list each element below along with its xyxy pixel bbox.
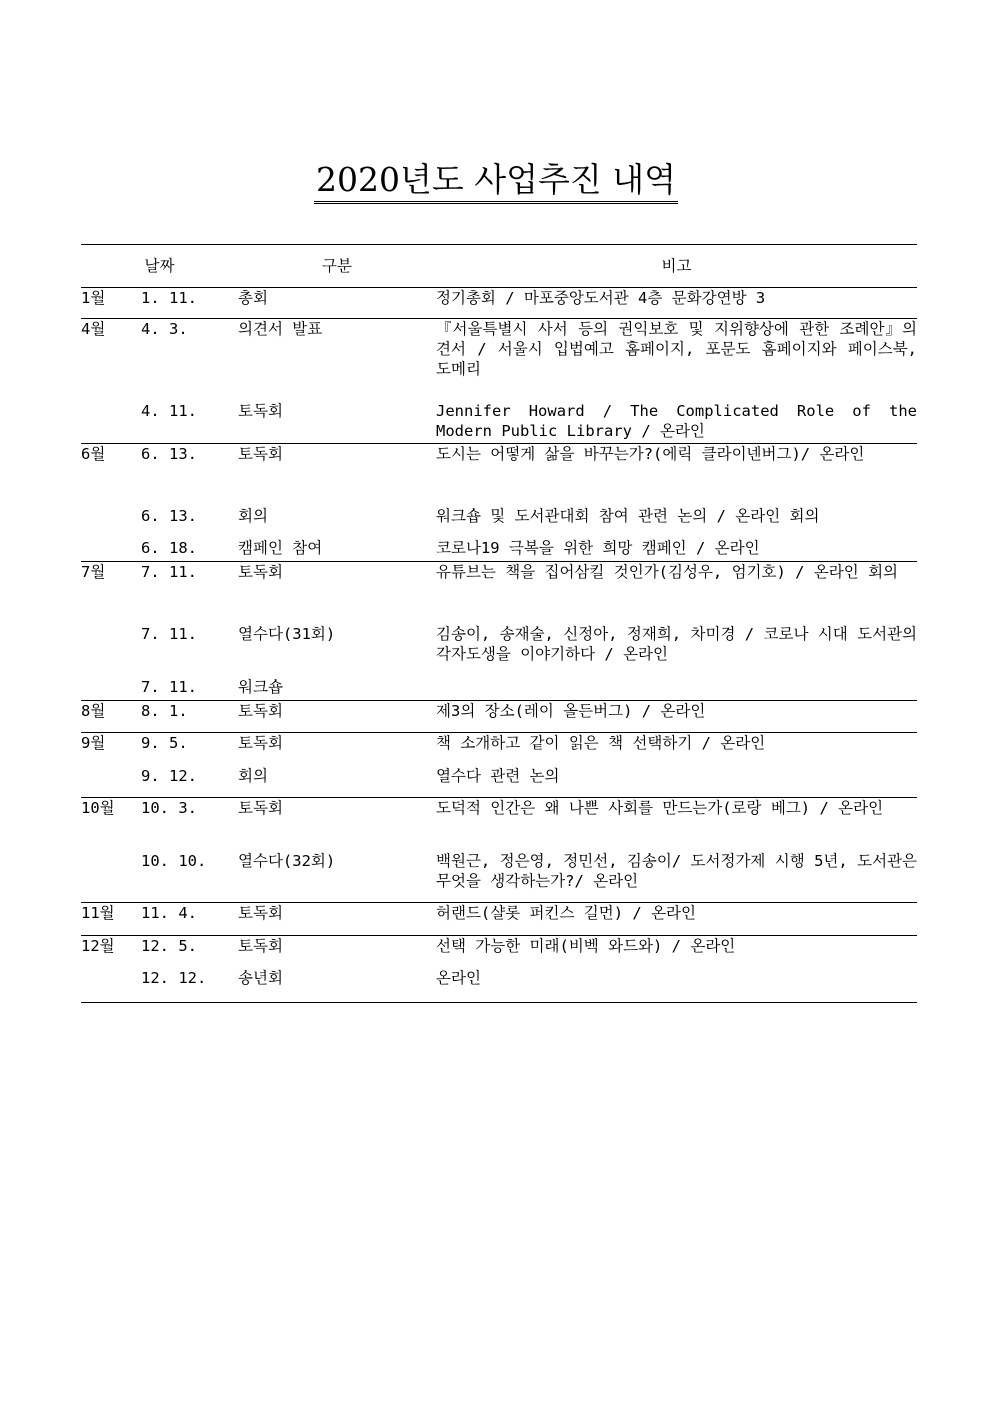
row-note: 제3의 장소(레이 올든버그) / 온라인 xyxy=(436,701,917,733)
row-note: 정기총회 / 마포중앙도서관 4층 문화강연방 3 xyxy=(436,288,917,319)
row-note: Jennifer Howard / The Complicated Role of the Modern Public Library / 온라인 xyxy=(436,401,918,440)
row-note: 허랜드(샬롯 퍼킨스 길먼) / 온라인 xyxy=(436,903,917,936)
row-date: 9. 5. xyxy=(141,733,238,766)
row-date: 7. 11. xyxy=(141,562,238,624)
row-note: 김송이, 송재술, 신정아, 정재희, 차미경 / 코로나 시대 도서관의 각자도생을 이야기하다 / 온라인 xyxy=(436,624,918,663)
row-note: 도시는 어떻게 삶을 바꾸는가?(에릭 클라이넨버그)/ 온라인 xyxy=(436,444,917,506)
table-row xyxy=(81,562,917,624)
row-month xyxy=(81,506,141,538)
row-date: 9. 12. xyxy=(141,766,197,785)
row-month xyxy=(81,968,141,1003)
row-type: 캠페인 참여 xyxy=(238,538,323,557)
row-type: 토독회 xyxy=(238,903,436,936)
row-month: 6월 xyxy=(81,444,141,506)
row-type: 토독회 xyxy=(238,562,436,624)
row-note: 코로나19 극복을 위한 희망 캠페인 / 온라인 xyxy=(436,538,760,557)
row-date: 1. 11. xyxy=(141,288,238,319)
row-month: 1월 xyxy=(81,288,141,319)
row-type: 토독회 xyxy=(238,701,436,733)
row-month xyxy=(81,851,141,903)
header-date: 날짜 xyxy=(81,245,238,288)
table-row xyxy=(81,851,917,903)
row-note: 유튜브는 책을 집어삼킬 것인가(김성우, 엄기호) / 온라인 회의 xyxy=(436,562,917,624)
row-type: 워크숍 xyxy=(238,677,283,696)
row-type: 토독회 xyxy=(238,444,436,506)
row-type: 토독회 xyxy=(238,936,436,968)
row-month xyxy=(81,624,141,677)
row-note: 『서울특별시 사서 등의 권익보호 및 지위향상에 관한 조례안』의견서 / 서울시 입법예고 홈페이지, 포문도 홈페이지와 페이스북, 도메리 xyxy=(436,319,917,401)
row-type: 열수다(31회) xyxy=(238,624,336,643)
table-row xyxy=(81,401,917,444)
row-note: 열수다 관련 논의 xyxy=(436,766,560,785)
table-row xyxy=(81,733,917,766)
page-title: 2020년도 사업추진 내역 xyxy=(314,160,678,204)
table-row xyxy=(81,506,917,538)
row-date: 12. 12. xyxy=(141,968,238,1003)
row-note: 도덕적 인간은 왜 나쁜 사회를 만드는가(로랑 베그) / 온라인 xyxy=(436,798,917,851)
header-row xyxy=(81,245,917,288)
title-wrap xyxy=(0,160,992,204)
row-type: 총회 xyxy=(238,288,436,319)
row-date: 4. 3. xyxy=(141,319,238,401)
header-type: 구분 xyxy=(238,245,436,288)
table-row xyxy=(81,538,917,562)
row-note: 선택 가능한 미래(비벡 와드와) / 온라인 xyxy=(436,936,917,968)
row-month xyxy=(81,766,141,798)
row-type: 열수다(32회) xyxy=(238,851,336,870)
row-type: 토독회 xyxy=(238,733,436,766)
row-type: 토독회 xyxy=(238,798,436,851)
row-type: 회의 xyxy=(238,766,268,785)
table-row xyxy=(81,288,917,319)
table-row xyxy=(81,677,917,701)
row-note: 책 소개하고 같이 읽은 책 선택하기 / 온라인 xyxy=(436,733,917,766)
row-date: 7. 11. xyxy=(141,624,197,643)
row-month xyxy=(81,538,141,562)
row-month xyxy=(81,401,141,444)
header-note: 비고 xyxy=(436,245,917,288)
row-date: 11. 4. xyxy=(141,903,238,936)
row-month: 4월 xyxy=(81,319,141,401)
row-type: 회의 xyxy=(238,506,268,525)
table-row xyxy=(81,701,917,733)
table-row xyxy=(81,444,917,506)
row-type: 의견서 발표 xyxy=(238,319,436,401)
row-month: 7월 xyxy=(81,562,141,624)
row-note: 백원근, 정은영, 정민선, 김송이/ 도서정가제 시행 5년, 도서관은 무엇을 생각하는가?/ 온라인 xyxy=(436,851,918,890)
row-date: 6. 13. xyxy=(141,444,238,506)
row-month xyxy=(81,677,141,701)
row-month: 10월 xyxy=(81,798,141,851)
row-month: 8월 xyxy=(81,701,141,733)
row-note: 워크숍 및 도서관대회 참여 관련 논의 / 온라인 회의 xyxy=(436,506,820,525)
row-date: 6. 13. xyxy=(141,506,197,525)
row-date: 4. 11. xyxy=(141,401,197,420)
row-type: 토독회 xyxy=(238,401,283,420)
schedule-table xyxy=(81,244,917,1003)
table-row xyxy=(81,319,917,401)
row-type: 송년회 xyxy=(238,968,436,1003)
row-note xyxy=(436,677,917,701)
row-note: 온라인 xyxy=(436,968,917,1003)
table-row xyxy=(81,624,917,677)
row-date: 6. 18. xyxy=(141,538,197,557)
row-date: 10. 3. xyxy=(141,798,238,851)
table-row xyxy=(81,968,917,1003)
row-date: 10. 10. xyxy=(141,851,207,870)
row-date: 8. 1. xyxy=(141,701,238,733)
table-row xyxy=(81,798,917,851)
row-month: 9월 xyxy=(81,733,141,766)
row-month: 11월 xyxy=(81,903,141,936)
table-row xyxy=(81,936,917,968)
table-row xyxy=(81,766,917,798)
row-month: 12월 xyxy=(81,936,141,968)
row-date: 12. 5. xyxy=(141,936,238,968)
table-row xyxy=(81,903,917,936)
row-date: 7. 11. xyxy=(141,677,197,696)
